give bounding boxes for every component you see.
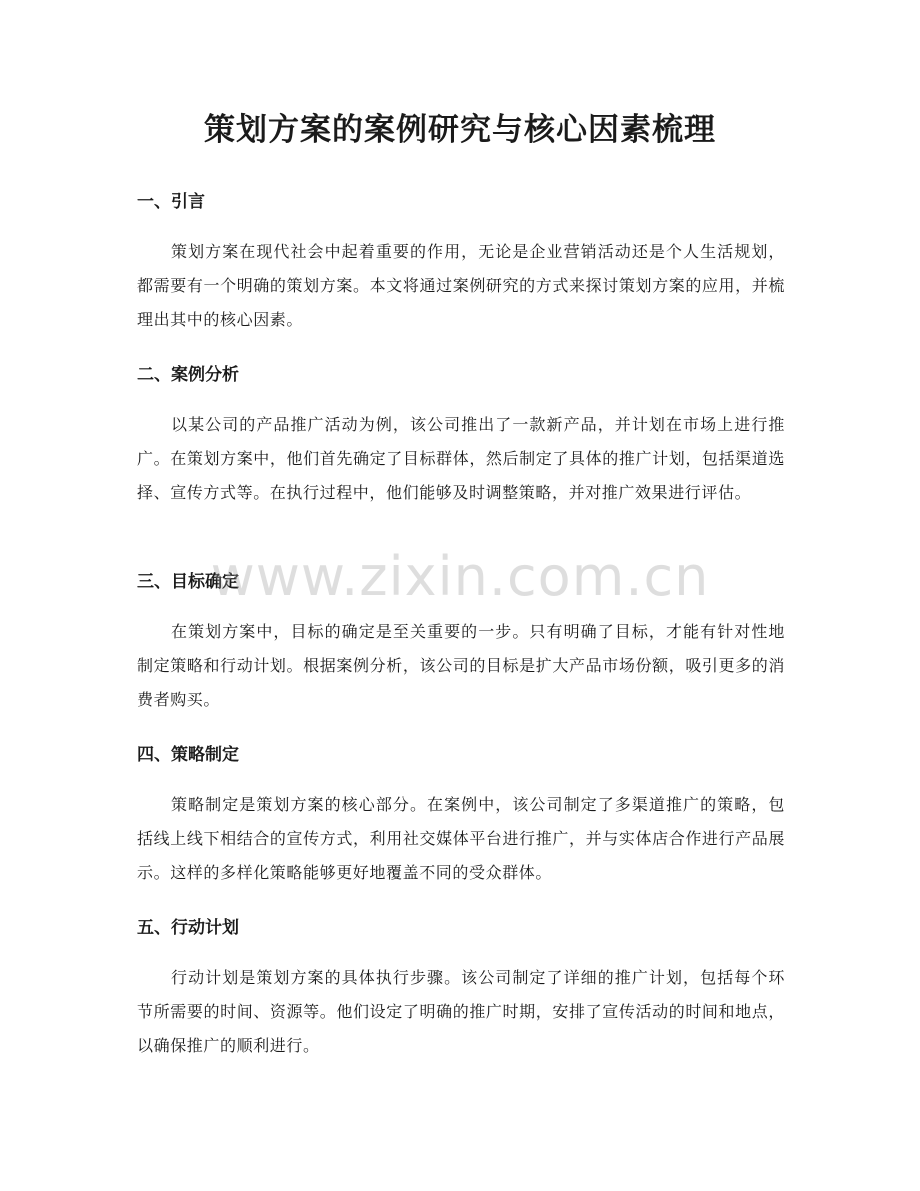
section-paragraph-case-analysis: 以某公司的产品推广活动为例，该公司推出了一款新产品，并计划在市场上进行推广。在策划方案中，他们首先确定了目标群体，然后制定了具体的推广计划，包括渠道选择、宣传方式等。在执行过程中，他们能够及时调整策略，并对推广效果进行评估。 (137, 415, 785, 502)
section-heading-goal-setting: 三、目标确定 (137, 572, 239, 592)
section-paragraph-goal-setting: 在策划方案中，目标的确定是至关重要的一步。只有明确了目标，才能有针对性地制定策略和行动计划。根据案例分析，该公司的目标是扩大产品市场份额，吸引更多的消费者购买。 (137, 622, 785, 709)
section-paragraph-action-plan: 行动计划是策划方案的具体执行步骤。该公司制定了详细的推广计划，包括每个环节所需要的时间、资源等。他们设定了明确的推广时期，安排了宣传活动的时间和地点，以确保推广的顺利进行。 (137, 968, 785, 1055)
section-heading-action-plan: 五、行动计划 (137, 918, 239, 938)
section-heading-introduction: 一、引言 (137, 192, 205, 212)
section-heading-strategy: 四、策略制定 (137, 745, 239, 765)
watermark: www.zixin.com.cn (210, 545, 710, 608)
section-paragraph-strategy: 策略制定是策划方案的核心部分。在案例中，该公司制定了多渠道推广的策略，包括线上线下相结合的宣传方式，利用社交媒体平台进行推广，并与实体店合作进行产品展示。这样的多样化策略能够更好地覆盖不同的受众群体。 (137, 795, 785, 882)
section-paragraph-introduction: 策划方案在现代社会中起着重要的作用，无论是企业营销活动还是个人生活规划，都需要有一个明确的策划方案。本文将通过案例研究的方式来探讨策划方案的应用，并梳理出其中的核心因素。 (137, 242, 785, 329)
section-heading-case-analysis: 二、案例分析 (137, 365, 239, 385)
document-title: 策划方案的案例研究与核心因素梳理 (204, 112, 716, 148)
